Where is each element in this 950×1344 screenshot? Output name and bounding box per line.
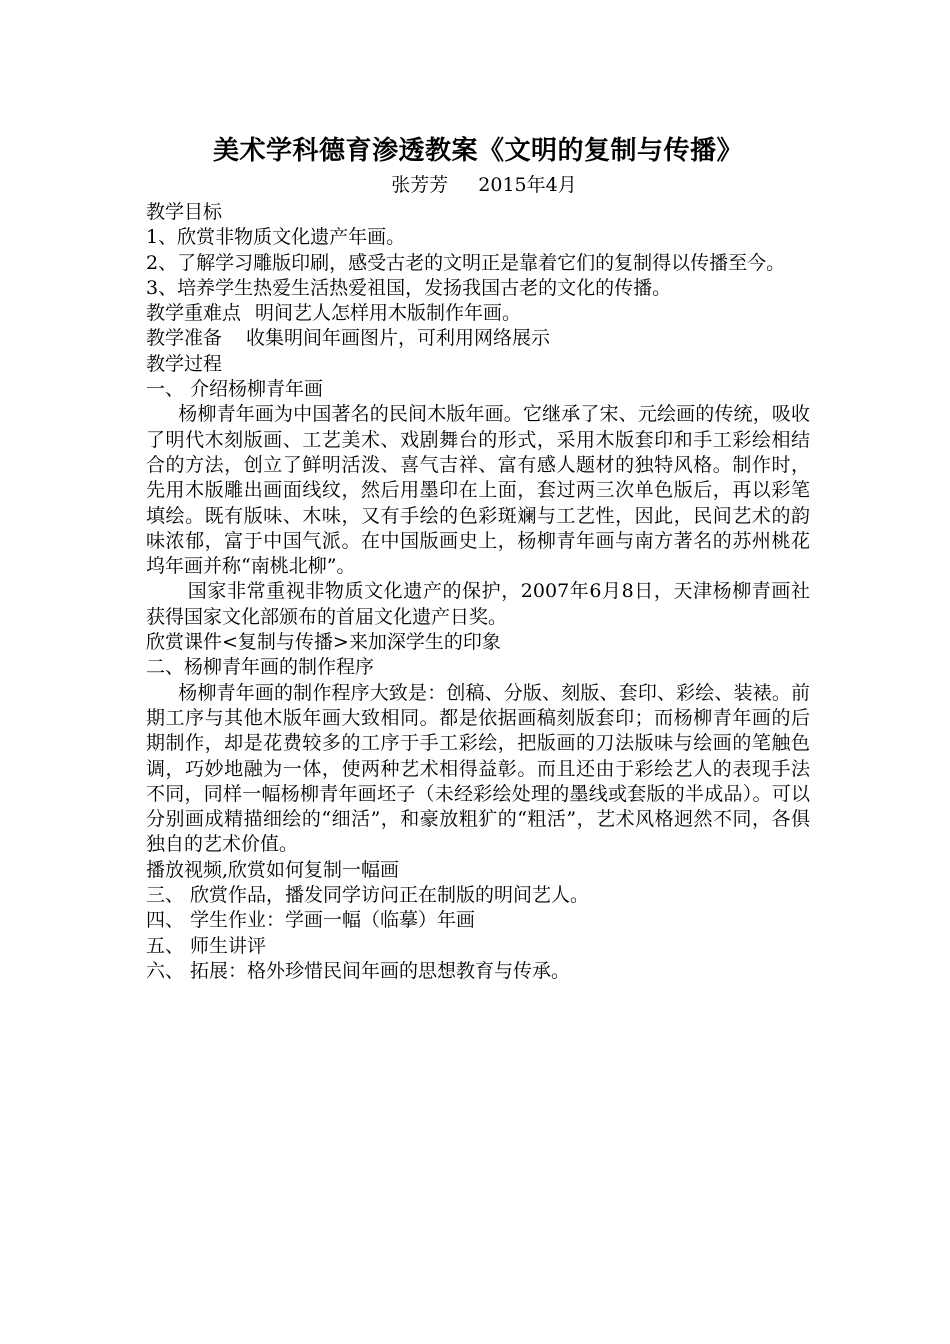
author-name: 张芳芳 [391, 174, 449, 196]
author-date: 2015年4月 [478, 174, 577, 196]
step-1-heading: 一、 介绍杨柳青年画 [146, 378, 324, 401]
goal-item-2: 2、了解学习雕版印刷，感受古老的文明正是靠着它们的复制得以传播至今。 [146, 251, 786, 274]
key-points-label: 教学重难点 [146, 302, 242, 325]
step-3-line: 三、 欣赏作品，播发同学访问正在制版的明间艺人。 [146, 884, 590, 907]
author-line [146, 172, 810, 198]
preparation-line [146, 326, 810, 351]
video-line: 播放视频,欣赏如何复制一幅画 [146, 858, 400, 881]
key-points-text: 明间艺人怎样用木版制作年画。 [255, 302, 522, 325]
key-points-line [146, 301, 810, 326]
step-4-line: 四、 学生作业：学画一幅（临摹）年画 [146, 909, 476, 932]
goal-item-3: 3、培养学生热爱生活热爱祖国，发扬我国古老的文化的传播。 [146, 276, 672, 299]
section-goals-heading: 教学目标 [146, 201, 223, 223]
preparation-label: 教学准备 [146, 327, 223, 350]
step-5-line: 五、 师生讲评 [146, 934, 267, 957]
paragraph-yangliuqing-intro: 杨柳青年画为中国著名的民间木版年画。它继承了宋、元绘画的传统，吸收了明代木刻版画、工艺美术、戏剧舞台的形式，采用木版套印和手工彩绘相结合的方法，创立了鲜明活泼、喜气吉祥、富有感人题材的独特风格。制作时，先用木版雕出画面线纹，然后用墨印在上面，套过两三次单色版后，再以彩笔填绘。既有版味、木味，又有手绘的色彩斑斓与工艺性，因此，民间艺术的韵味浓郁，富于中国气派。在中国版画史上，杨柳青年画与南方著名的苏州桃花坞年画并称“南桃北柳”。 [146, 403, 810, 578]
goal-item-1: 1、欣赏非物质文化遗产年画。 [146, 226, 406, 249]
appreciate-courseware-line: 欣赏课件<复制与传播>来加深学生的印象 [146, 631, 501, 654]
preparation-text: 收集明间年画图片，可利用网络展示 [246, 327, 551, 350]
step-6-line: 六、 拓展：格外珍惜民间年画的思想教育与传承。 [146, 959, 571, 982]
document-page [146, 134, 810, 984]
step-2-heading: 二、杨柳青年画的制作程序 [146, 656, 375, 679]
paragraph-production-process: 杨柳青年画的制作程序大致是：创稿、分版、刻版、套印、彩绘、装裱。前期工序与其他木版年画大致相同。都是依据画稿刻版套印；而杨柳青年画的后期制作，却是花费较多的工序于手工彩绘，把版画的刀法版味与绘画的笔触色调，巧妙地融为一体，使两种艺术相得益彰。而且还由于彩绘艺人的表现手法不同，同样一幅杨柳青年画坯子（未经彩绘处理的墨线或套版的半成品）。可以分别画成精描细绘的“细活”，和豪放粗犷的“粗活”，艺术风格迥然不同，各俱独自的艺术价值。 [146, 681, 810, 856]
process-heading: 教学过程 [146, 352, 223, 375]
paragraph-heritage-protection: 国家非常重视非物质文化遗产的保护，2007年6月8日，天津杨柳青画社获得国家文化部颁布的首届文化遗产日奖。 [146, 580, 810, 628]
document-title: 美术学科德育渗透教案《文明的复制与传播》 [212, 136, 743, 166]
